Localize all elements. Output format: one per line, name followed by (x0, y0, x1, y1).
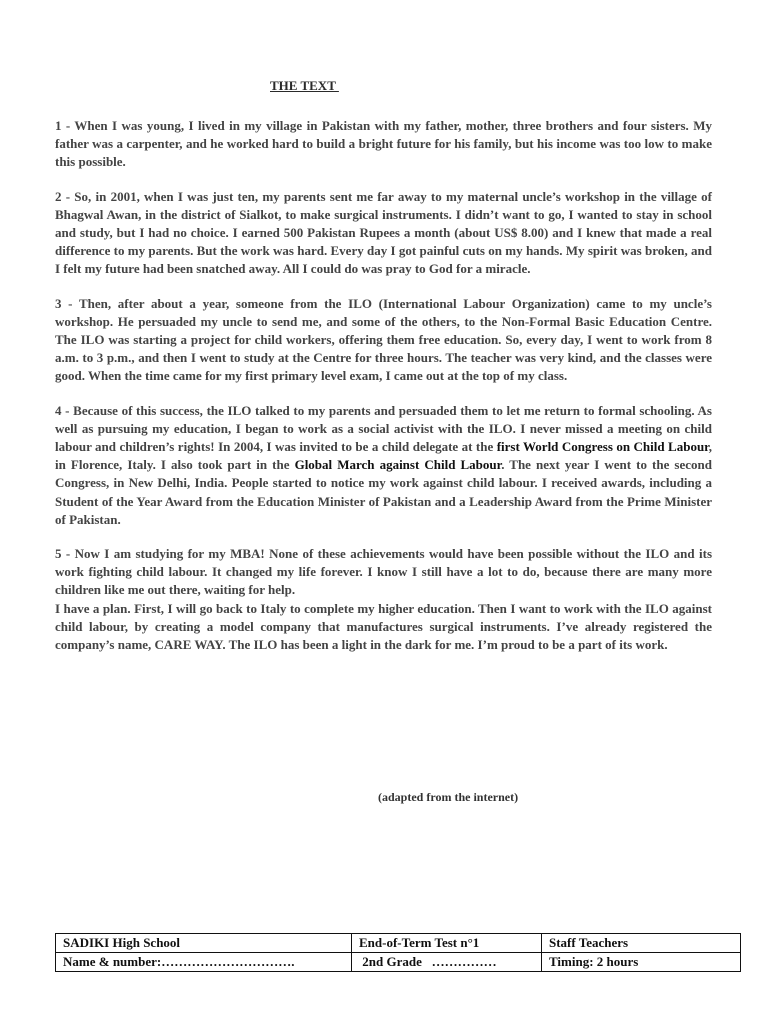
school-cell: SADIKI High School (56, 934, 352, 953)
table-row (56, 953, 741, 972)
paragraph-5: 5 - Now I am studying for my MBA! None of these achievements would have been possible without the ILO and its work fighting child labour. It changed my life forever. I know I still have a lot to do, because there are many more children like me out there, waiting for help. (55, 546, 712, 598)
table-row (56, 934, 741, 953)
world-congress-highlight: first World Congress on Child Labour (496, 439, 709, 455)
page-title: THE TEXT (270, 78, 339, 93)
paragraph-3: 3 - Then, after about a year, someone from the ILO (International Labour Organization) came to my uncle’s workshop. He persuaded my uncle to send me, and some of the others, to the Non-Formal Basic Education Centre. The ILO was starting a project for child workers, offering them free education. So, every day, I went to work from 8 a.m. to 3 p.m., and then I went to study at the Centre for three hours. The teacher was very kind, and the classes were good. When the time came for my first primary level exam, I came out at the top of my class. (55, 295, 712, 384)
global-march-highlight: Global March against Child Labour (294, 457, 502, 473)
name-number-cell[interactable]: Name & number:…………………………. (56, 953, 352, 972)
paragraph-4-part-2: , in Florence, Italy. I also took part in the (55, 439, 712, 473)
paragraph-1: 1 - When I was young, I lived in my village in Pakistan with my father, mother, three brothers and four sisters. My father was a carpenter, and he worked hard to build a bright future for his family, but his income was too low to make this possible. (55, 118, 712, 170)
test-cell: End-of-Term Test n°1 (352, 934, 542, 953)
paragraph-2: 2 - So, in 2001, when I was just ten, my parents sent me far away to my maternal uncle’s workshop in the village of Bhagwal Awan, in the district of Sialkot, to make surgical instruments. I didn’t want to go, I wanted to stay in school and study, but I had no choice. I earned 500 Pakistan Rupees a month (about US$ 8.00) and I knew that made a real difference to my parents. But the work was hard. Every day I got painful cuts on my hands. My spirit was broken, and I felt my future had been snatched away. All I could do was pray to God for a miracle. (55, 188, 712, 277)
exam-header-table (55, 933, 741, 972)
paragraph-4-part-3: . The next year I went to the second Congress, in New Delhi, India. People started to notice my work against child labour. I received awards, including a Student of the Year Award from the Education Minister of Pakistan and a Leadership Award from the Prime Minister of Pakistan. (55, 457, 712, 527)
source-note: (adapted from the internet) (378, 790, 519, 804)
paragraph-4 (55, 402, 712, 529)
grade-cell: 2nd Grade …………… (352, 953, 542, 972)
timing-cell: Timing: 2 hours (542, 953, 741, 972)
paragraph-6: I have a plan. First, I will go back to Italy to complete my higher education. Then I want to work with the ILO against child labour, by creating a model company that manufactures surgical instruments. I’ve already registered the company’s name, CARE WAY. The ILO has been a light in the dark for me. I’m proud to be a part of its work. (55, 600, 712, 653)
staff-cell: Staff Teachers (542, 934, 741, 953)
reading-text (55, 117, 712, 670)
paragraph-4-part-1: 4 - Because of this success, the ILO talked to my parents and persuaded them to let me return to formal schooling. As well as pursuing my education, I began to work as a social activist with the ILO. I never missed a meeting on child labour and children’s rights! In 2004, I was invited to be a child delegate at the (55, 402, 712, 455)
